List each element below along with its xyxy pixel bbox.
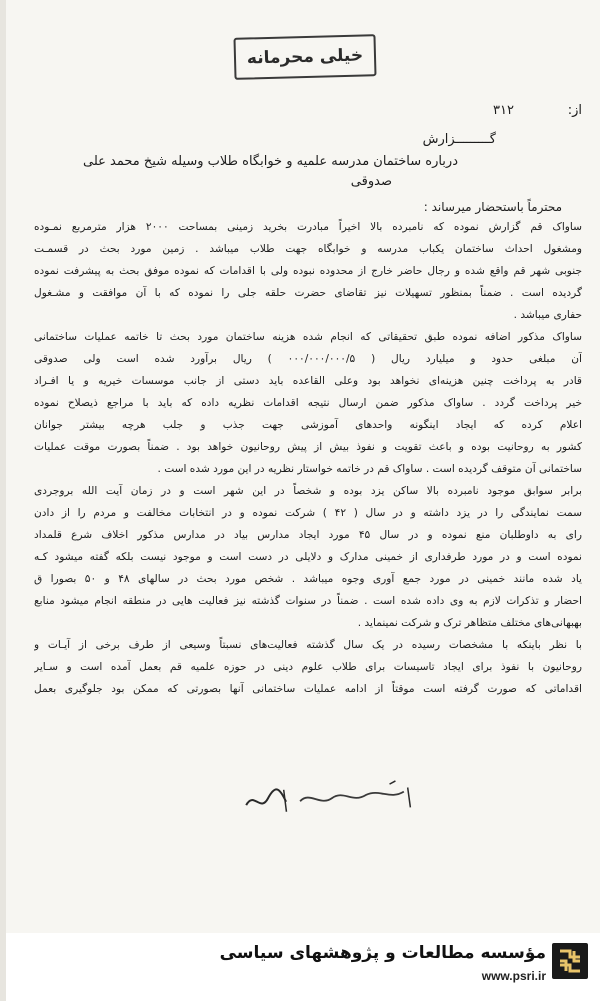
- body-line: نموده است و در مورد طرفداری از خمینی مدارک و دلایلی در دست است و موجود نیست بلکه گفته میشود کـه: [34, 551, 582, 563]
- body-line: اعلام کرده که ایجاد اینگونه واحدهای آموزشی جهت جذب و جلب هرچه بیشتر جوانان: [34, 419, 582, 431]
- body-line: رای به داوطلبان منع نموده و در سال ۴۵ مورد ایجاد مدارس بیاد در مدارس مذکور اخلاف شرع قلمداد: [34, 529, 582, 541]
- document-body: [34, 216, 582, 700]
- body-line: یاد شده مانند خمینی در مورد جمع آوری وجوه میباشد . شخص مورد بحث در سالهای ۴۸ و ۵۰ بصورا ق: [34, 573, 582, 585]
- body-line: روحانیون با نفوذ برای ایجاد تاسیسات برای طلاب علوم دینی در حوزه علمیه قم بعمل آمده است و سـایر: [34, 661, 582, 673]
- body-line: سمت نمایندگی را در یزد داشته و در سال ( ۴۲ ) شرکت نموده و در انتخابات مخالفت و مردم را از دادن: [34, 507, 582, 519]
- paragraph-3: [34, 480, 582, 634]
- body-line: ومشغول احداث ساختمان یکباب مدرسه و خوابگاه جهت طلاب میباشد . زمین مورد بحث در قسمـت: [34, 243, 582, 255]
- salutation: محترماً باستحضار میرساند :: [423, 200, 562, 214]
- body-line: حفاری میباشد .: [513, 309, 582, 321]
- subject-line-2: صدوقی: [350, 174, 392, 189]
- body-line: با نظر باینکه با مشخصات رسیده در یک سال گذشته فعالیت‌های نسبتاً وسیعی از طرف برخی از آیـات و: [34, 639, 582, 651]
- body-line: جنوبی شهر قم واقع شده و رجال حاضر خارج از محدوده نبوده ولی با اقدامات که نموده موفق بحث به پیشرفت نموده: [34, 265, 582, 277]
- classification-stamp-text: خیلی محرمانه: [246, 45, 364, 69]
- body-line: گردیده است . ضمناً بمنظور تسهیلات نیز تقاضای حضرت حلقه جلی را نموده که با آن موافقت و مشـغول: [34, 287, 582, 299]
- body-line: کشور به روحانیت بوده و باعث تقویت و نفوذ بیش از پیش روحانیون خواهد بود . ضمناً بصورت موقت عملیات: [34, 441, 582, 453]
- body-line: اقداماتی که صورت گرفته است موقتاً از ادامه عملیات ساختمانی آنها بصورتی که ممکن بود جلوگیری بعمل: [34, 683, 582, 695]
- body-line: ساواک قم گزارش نموده که نامبرده بالا اخیراً مبادرت بخرید زمینی بمساحت ۲۰۰۰ هزار مترمربع نمـوده: [34, 221, 582, 233]
- paragraph-2: [34, 326, 582, 480]
- paragraph-1: [34, 216, 582, 326]
- document-number: ۳۱۲: [493, 103, 514, 118]
- subject-line-1: درباره ساختمان مدرسه علمیه و خوابگاه طلاب وسیله شیخ محمد علی: [82, 154, 458, 169]
- organization-name: مؤسسه مطالعات و پژوهشهای سیاسی: [219, 943, 546, 963]
- body-line: ساواک مذکور اضافه نموده طبق تحقیقاتی که انجام شده هزینه ساختمان مورد بحث تا خاتمه عملیات ساختمانی: [34, 331, 582, 343]
- body-line: خیر پرداخت گردد . ساواک مذکور ضمن ارسال نتیجه اقدامات نظریه داده که باید با مراجع ذیصلاح نموده: [34, 397, 582, 409]
- psri-logo-icon: [552, 943, 588, 979]
- organization-website[interactable]: www.psri.ir: [481, 969, 546, 983]
- report-label: گـــــــــزارش: [422, 132, 496, 147]
- handwritten-signature-icon: [239, 777, 432, 820]
- footer-banner: [6, 933, 600, 1001]
- paragraph-4: [34, 634, 582, 700]
- body-line: قادر به پرداخت چنین هزینه‌ای نخواهد بود وعلی القاعده باید دستی از جانب موسسات خیریه و یا افـراد: [34, 375, 582, 387]
- body-line: برابر سوابق موجود نامبرده بالا ساکن یزد بوده و شخصاً در این شهر است و در زمان آیت الله بروجردی: [34, 485, 582, 497]
- body-line: بهبهانی‌های مختلف متظاهر ترک و شرکت نمینماید .: [357, 617, 582, 629]
- body-line: احضار و تذکرات لازم به وی داده شده است . ضمناً در سنوات گذشته نیز فعالیت هایی در منطقه انجام میشود منابع: [34, 595, 582, 607]
- classification-stamp: [233, 34, 376, 80]
- body-line: ساختمانی آن متوقف گردیده است . ساواک قم در خاتمه خواستار نظریه در این مورد شده است .: [157, 463, 582, 475]
- from-label: از:: [567, 103, 582, 118]
- body-line: آن مبلغی حدود و میلیارد ریال ( ۰۰۰/۰۰۰/۰۰۰/۵ ) ریال برآورد شده است ولی صدوقی: [34, 353, 582, 365]
